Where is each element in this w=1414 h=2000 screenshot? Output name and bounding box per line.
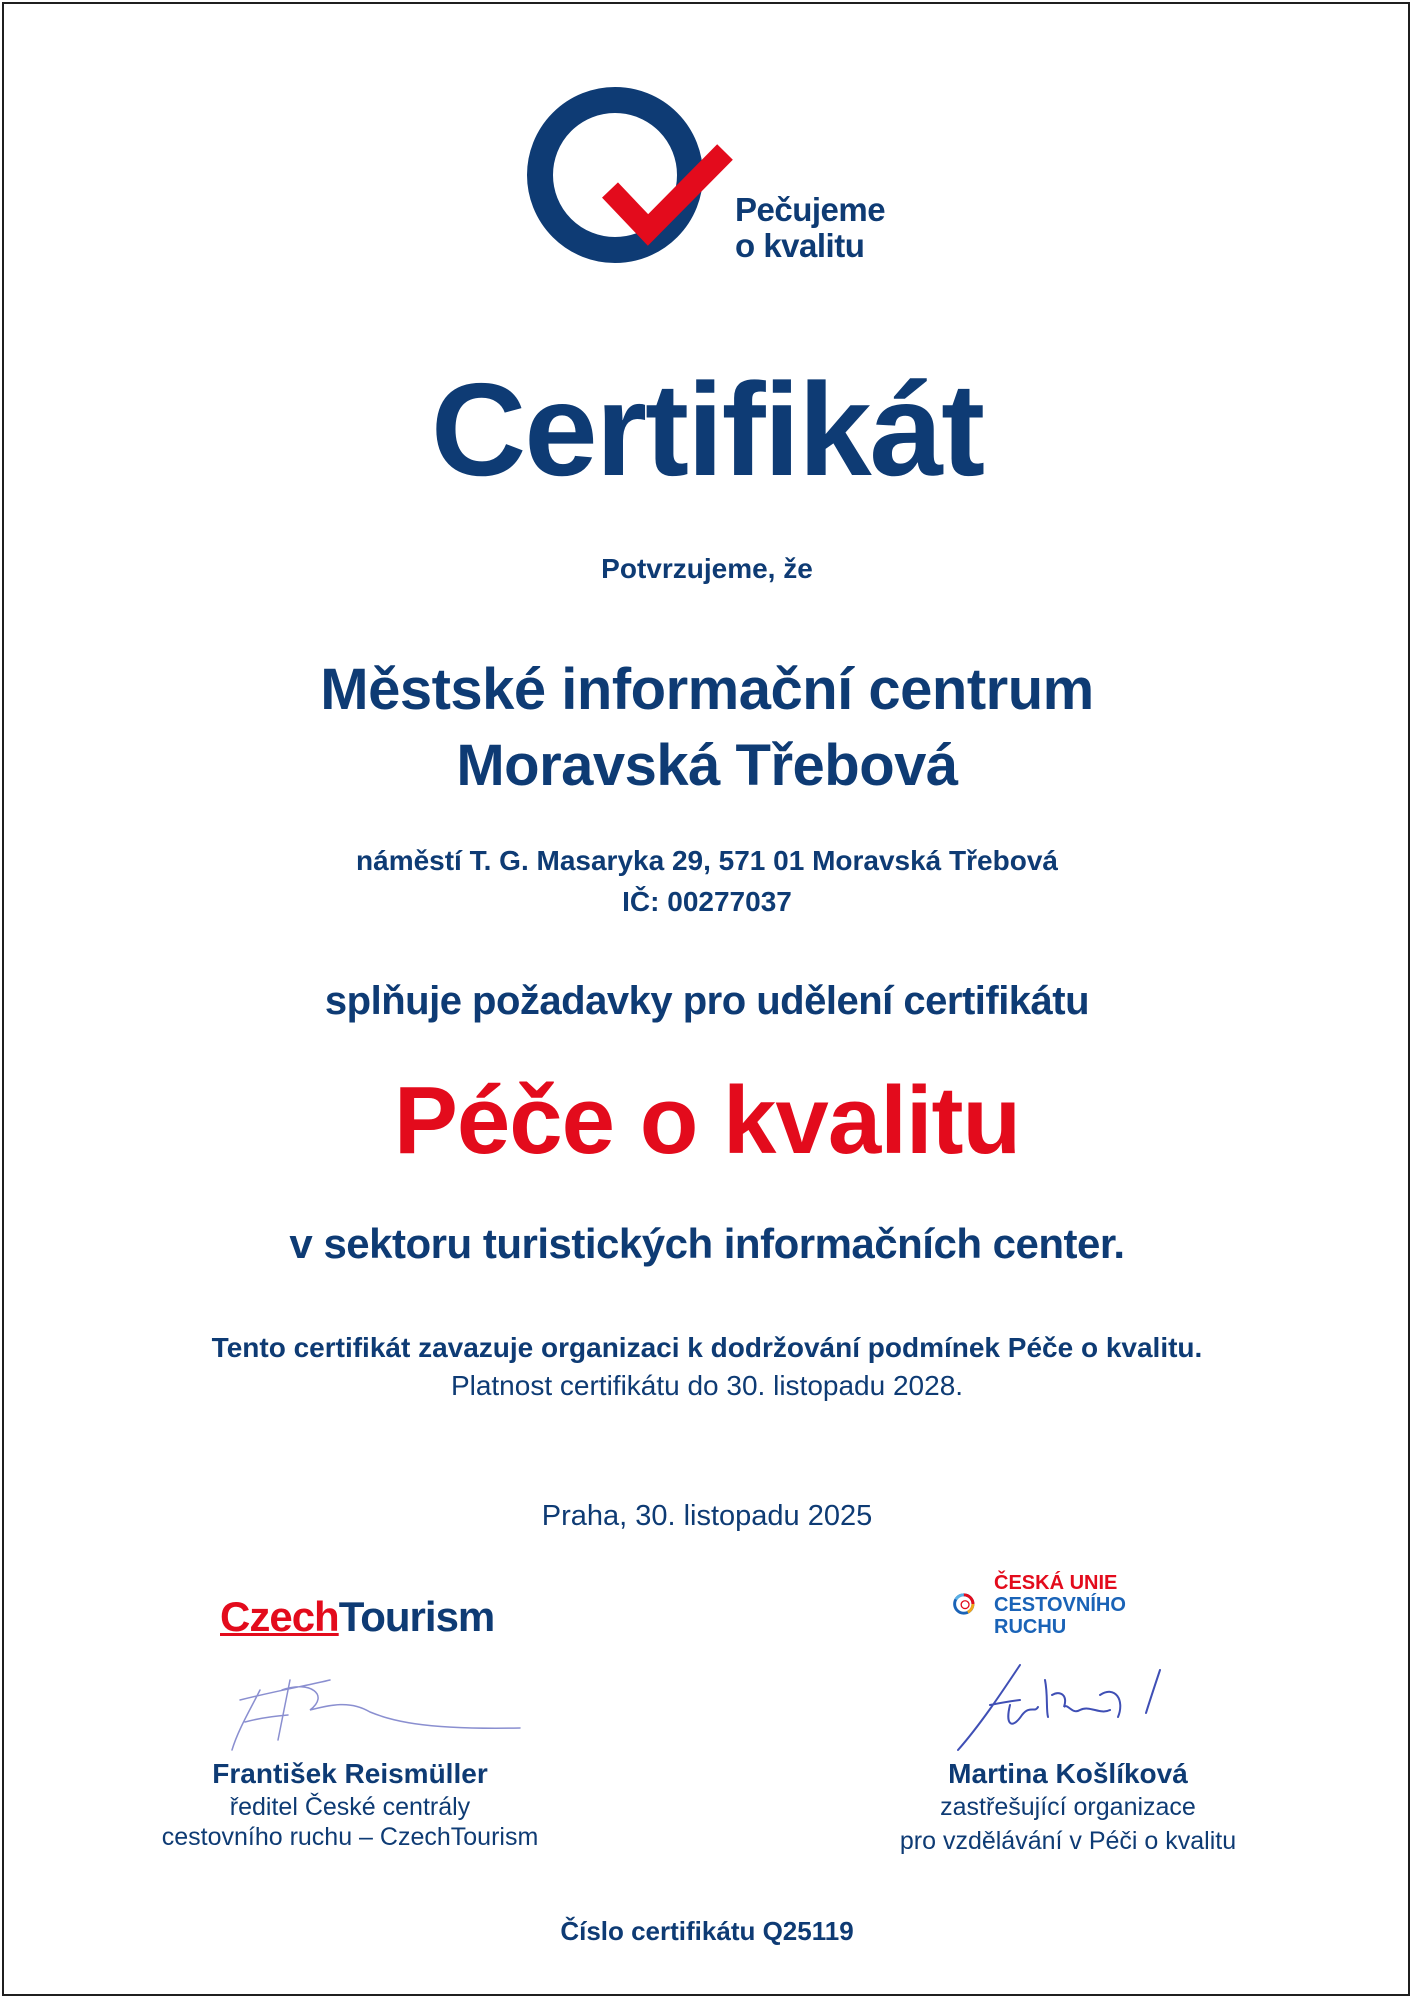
signatory-name: František Reismüller (212, 1758, 488, 1789)
confirm-text: Potvrzujeme, že (601, 553, 813, 584)
signatory-left (100, 1756, 600, 1852)
signature-right (950, 1655, 1190, 1755)
organization-name-line1: Městské informační centrum (320, 657, 1094, 722)
cucr-logo-line1: ČESKÁ UNIE (994, 1572, 1118, 1594)
signatory-role-line1: ředitel České centrály (229, 1793, 471, 1821)
logo-text (735, 192, 885, 264)
program-name: Péče o kvalitu (393, 1067, 1021, 1174)
certificate-title: Certifikát (430, 356, 984, 503)
cucr-logo-line2: CESTOVNÍHO (994, 1594, 1126, 1616)
validity-text: Platnost certifikátu do 30. listopadu 2028. (450, 1370, 964, 1401)
address-line: náměstí T. G. Masaryka 29, 571 01 Moravská Třebová (356, 845, 1058, 876)
ic-number: IČ: 00277037 (622, 886, 792, 917)
organization-name (0, 652, 1414, 804)
czechtourism-logo (220, 1592, 494, 1642)
signatory-role-line2: cestovního ruchu – CzechTourism (161, 1823, 539, 1851)
signatory-right (818, 1756, 1318, 1856)
organization-name-line2: Moravská Třebová (456, 733, 958, 798)
certificate-number: Číslo certifikátu Q25119 (560, 1916, 854, 1946)
signatory-role-line1: zastřešující organizace (940, 1793, 1196, 1821)
czechtourism-logo-tourism: Tourism (338, 1593, 495, 1640)
cucr-logo-text (994, 1572, 1126, 1638)
signatory-name: Martina Košlíková (948, 1758, 1188, 1789)
sector-text: v sektoru turistických informačních center. (289, 1220, 1125, 1267)
cucr-logo-line3: RUCHU (994, 1616, 1067, 1638)
czechtourism-logo-czech: Czech (220, 1593, 339, 1640)
organization-address (0, 840, 1414, 922)
signature-left (220, 1660, 540, 1760)
obligation-text: Tento certifikát zavazuje organizaci k dodržování podmínek Péče o kvalitu. (211, 1332, 1203, 1363)
logo-text-line1: Pečujeme (735, 191, 886, 228)
signatory-role-line2: pro vzdělávání v Péči o kvalitu (899, 1827, 1237, 1855)
meets-requirements-text: splňuje požadavky pro udělení certifikátu (324, 979, 1090, 1023)
logo-text-line2: o kvalitu (735, 227, 865, 264)
place-date: Praha, 30. listopadu 2025 (541, 1500, 873, 1532)
